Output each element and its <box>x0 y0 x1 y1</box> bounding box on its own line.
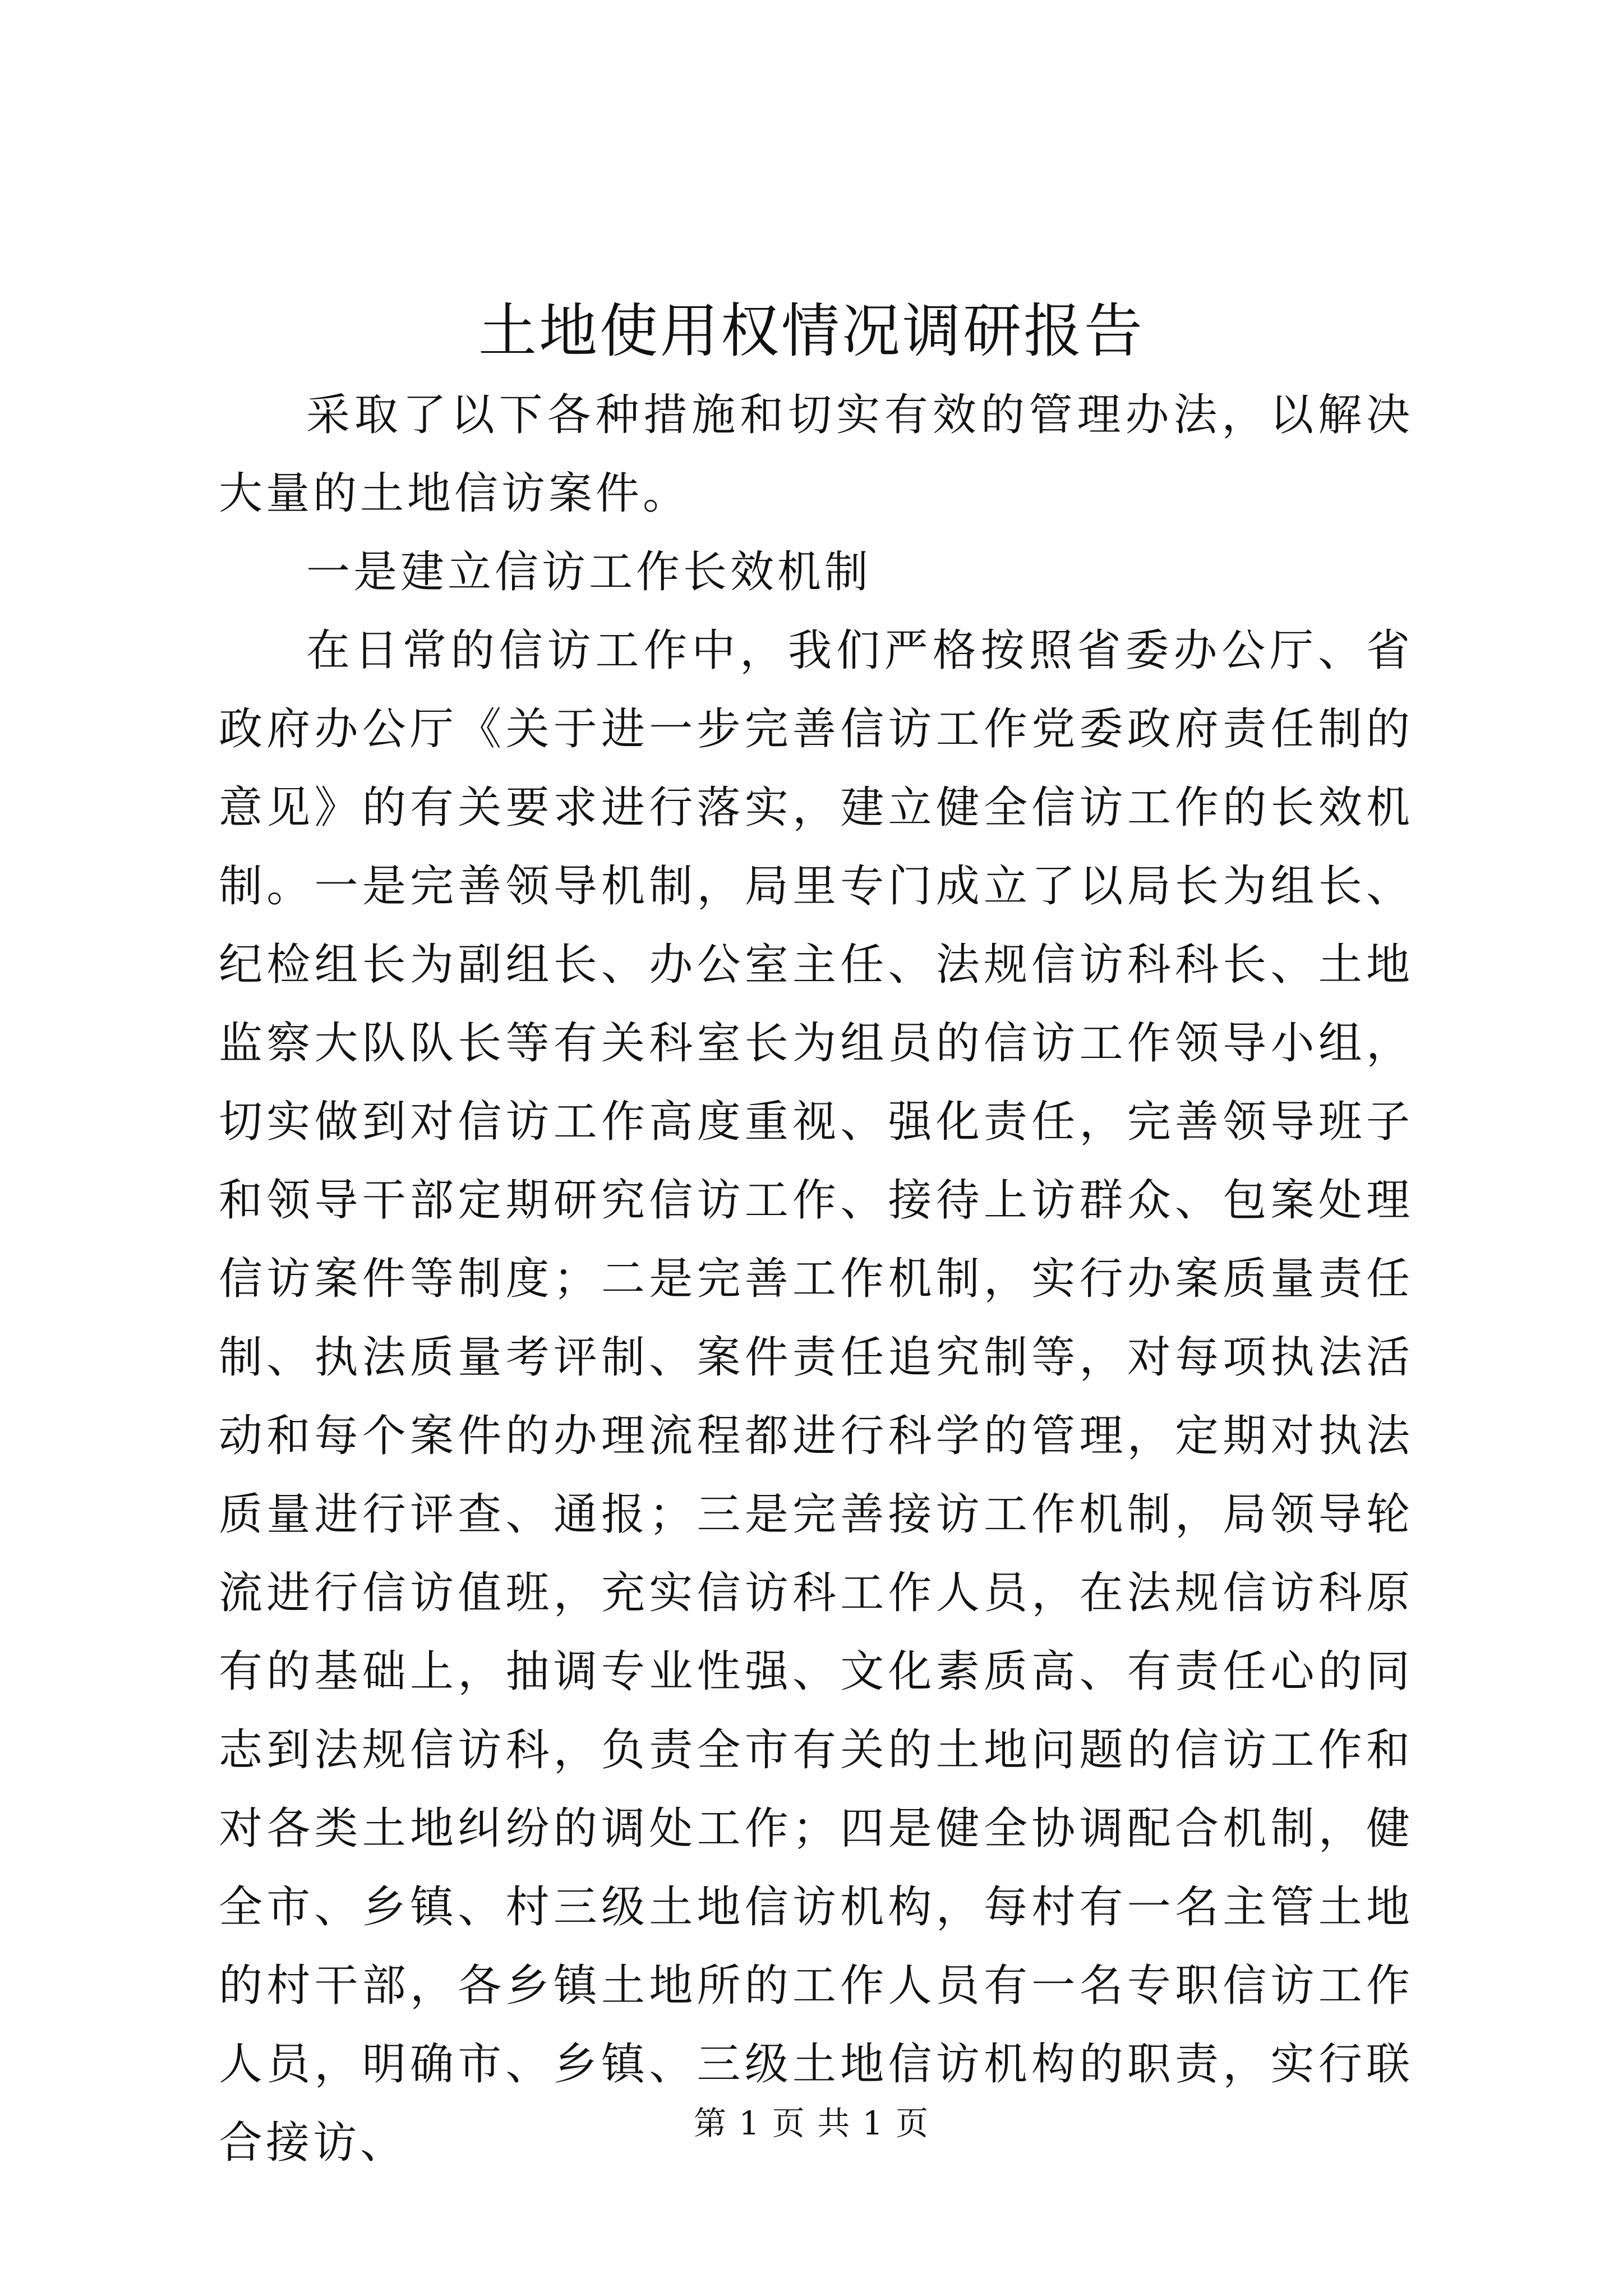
document-title: 土地使用权情况调研报告 <box>478 297 1145 365</box>
document-body <box>219 376 1413 2182</box>
paragraph-main: 在日常的信访工作中，我们严格按照省委办公厅、省政府办公厅《关于进一步完善信访工作党委政府责任制的意见》的有关要求进行落实，建立健全信访工作的长效机制。一是完善领导机制，局里专门成立了以局长为组长、纪检组长为副组长、办公室主任、法规信访科科长、土地监察大队队长等有关科室长为组员的信访工作领导小组，切实做到对信访工作高度重视、强化责任，完善领导班子和领导干部定期研究信访工作、接待上访群众、包案处理信访案件等制度；二是完善工作机制，实行办案质量责任制、执法质量考评制、案件责任追究制等，对每项执法活动和每个案件的办理流程都进行科学的管理，定期对执法质量进行评查、通报；三是完善接访工作机制，局领导轮流进行信访值班，充实信访科工作人员，在法规信访科原有的基础上，抽调专业性强、文化素质高、有责任心的同志到法规信访科，负责全市有关的土地问题的信访工作和对各类土地纠纷的调处工作；四是健全协调配合机制，健全市、乡镇、村三级土地信访机构，每村有一名主管土地的村干部，各乡镇土地所的工作人员有一名专职信访工作人员，明确市、乡镇、三级土地信访机构的职责，实行联合接访、 <box>219 625 1413 2168</box>
paragraph-heading: 一是建立信访工作长效机制 <box>306 547 872 597</box>
page-footer: 第 1 页 共 1 页 <box>694 2104 929 2142</box>
paragraph-intro: 采取了以下各种措施和切实有效的管理办法，以解决大量的土地信访案件。 <box>219 390 1413 519</box>
